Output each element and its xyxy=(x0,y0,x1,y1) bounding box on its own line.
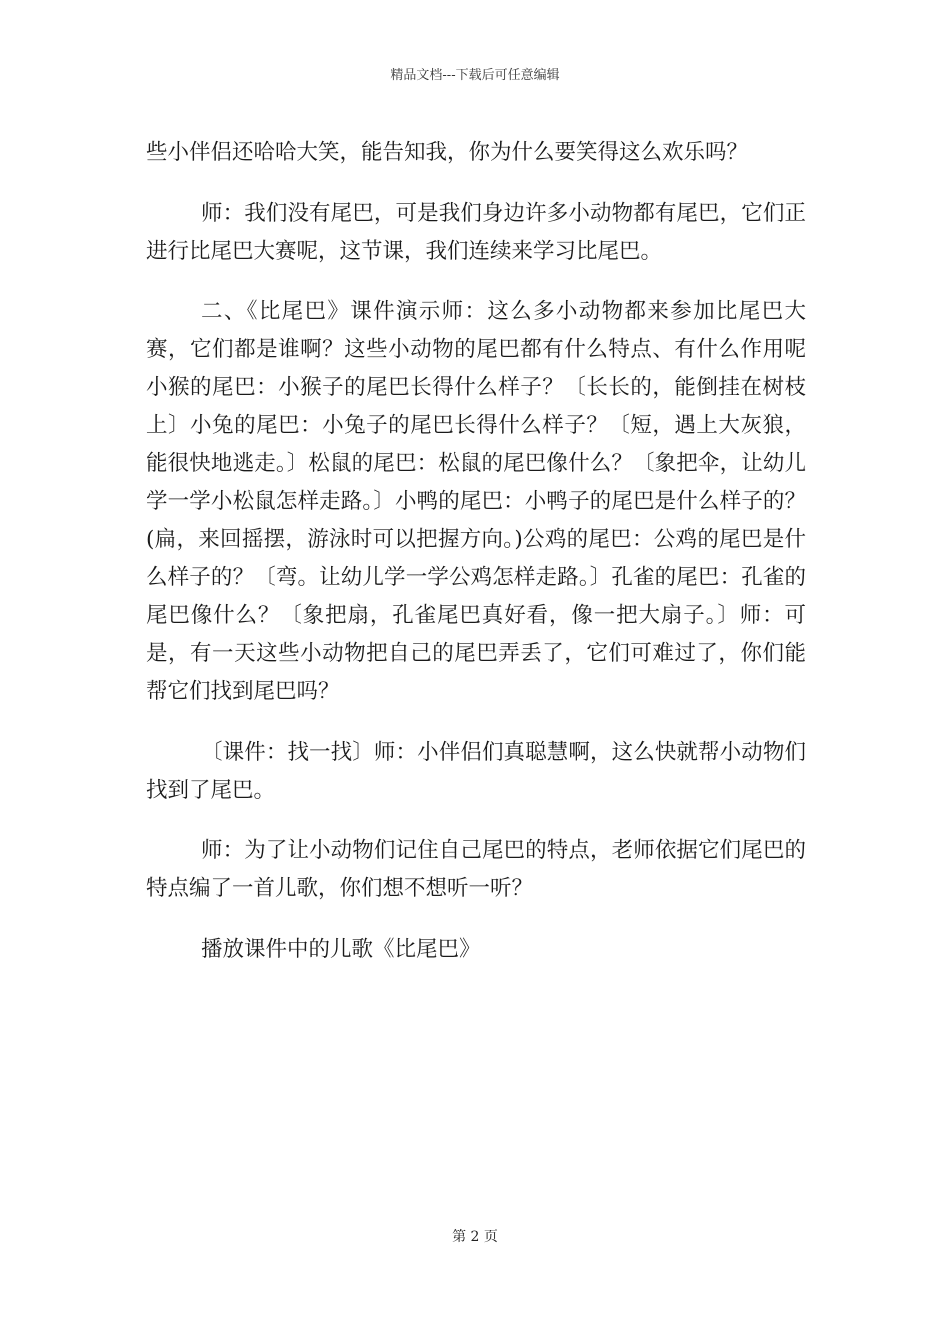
paragraph-1: 些小伴侣还哈哈大笑，能告知我，你为什么要笑得这么欢乐吗？ xyxy=(146,140,749,165)
paragraph-6: 播放课件中的儿歌《比尾巴》 xyxy=(201,936,481,962)
paragraph-5: 师：为了让小动物们记住自己尾巴的特点，老师依据它们尾巴的特点编了一首儿歌，你们想不想听一听？ xyxy=(146,838,806,901)
paragraph-2: 师：我们没有尾巴，可是我们身边许多小动物都有尾巴，它们正进行比尾巴大赛呢，这节课，我们连续来学习比尾巴。 xyxy=(146,200,806,264)
page-number: 第 2 页 xyxy=(452,1229,498,1245)
paragraph-3: 二、《比尾巴》课件演示师：这么多小动物都来参加比尾巴大赛，它们都是谁啊？这些小动物的尾巴都有什么特点、有什么作用呢小猴的尾巴：小猴子的尾巴长得什么样子？〔长长的，能倒挂在树枝上〕小兔的尾巴：小兔子的尾巴长得什么样子？〔短，遇上大灰狼，能很快地逃走。〕松鼠的尾巴：松鼠的尾巴像什么？〔象把伞，让幼儿学一学小松鼠怎样走路。〕小鸭的尾巴：小鸭子的尾巴是什么样子的？(扁，来回摇摆，游泳时可以把握方向。)公鸡的尾巴：公鸡的尾巴是什么样子的？〔弯。让幼儿学一学公鸡怎样走路。〕孔雀的尾巴：孔雀的尾巴像什么？〔象把扇，孔雀尾巴真好看，像一把大扇子。〕师：可是，有一天这些小动物把自己的尾巴弄丢了，它们可难过了，你们能帮它们找到尾巴吗？ xyxy=(146,299,806,704)
page-header: 精品文档---下载后可任意编辑 xyxy=(390,68,560,83)
document-body xyxy=(146,134,806,991)
paragraph-4: 〔课件：找一找〕师：小伴侣们真聪慧啊，这么快就帮小动物们找到了尾巴。 xyxy=(146,739,806,803)
